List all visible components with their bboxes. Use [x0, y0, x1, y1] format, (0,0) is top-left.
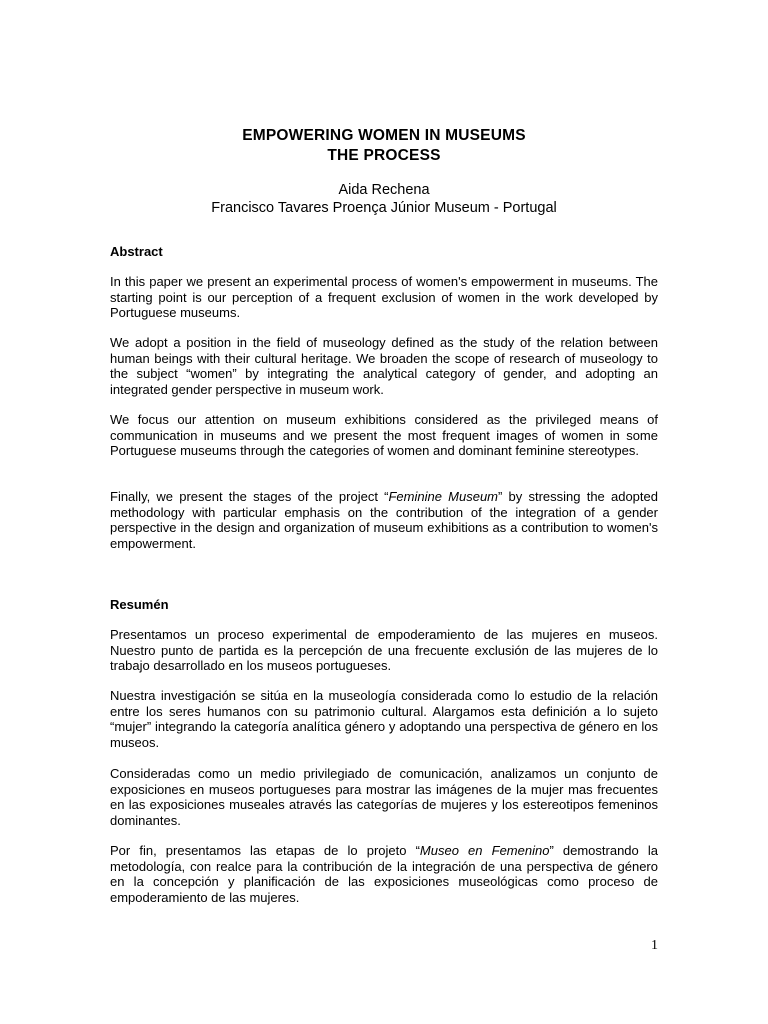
abstract-paragraph-3-section: [110, 412, 658, 459]
abstract-paragraph-1: In this paper we present an experimental process of women's empowerment in museums. The starting point is our perception of a frequent exclusion of women in the work developed by Portuguese museums.: [110, 274, 658, 320]
author-block: [110, 181, 658, 217]
project-name-feminine-museum: Feminine Museum: [388, 489, 499, 504]
resumen-paragraph-4: [110, 843, 658, 905]
author-affiliation: Francisco Tavares Proença Júnior Museum - Portugal: [211, 200, 557, 216]
page-number: 1: [651, 938, 658, 953]
abstract-paragraph-1-section: [110, 274, 658, 321]
resumen-paragraph-4-start: Por fin, presentamos las etapas de lo projeto “: [110, 843, 420, 858]
resumen-paragraph-1-section: [110, 627, 658, 674]
resumen-paragraph-2: Nuestra investigación se sitúa en la museología considerada como lo estudio de la relación entre los seres humanos con su patrimonio cultural. Alargamos esta definición a lo sujeto “mujer” integrando la categoría analítica género y adoptando una perspectiva de género en los museos.: [110, 688, 658, 750]
resumen-heading-section: [110, 597, 658, 613]
resumen-paragraph-3: Consideradas como un medio privilegiado de comunicación, analizamos un conjunto de exposiciones en museos portugueses para mostrar las imágenes de la mujer mas frecuentes en las exposiciones museales através las categorías de mujeres y los estereotipos femeninos dominantes.: [110, 766, 658, 828]
resumen-paragraph-3-section: [110, 766, 658, 828]
resumen-heading: Resumén: [110, 597, 169, 612]
title-block: [110, 126, 658, 166]
abstract-paragraph-3: We focus our attention on museum exhibitions considered as the privileged means of communication in museums and we present the most frequent images of women in some Portuguese museums through the categories of women and dominant feminine stereotypes.: [110, 412, 658, 458]
abstract-paragraph-4-end: ” by stressing the adopted methodology with particular emphasis on the contribution of the integration of a gender perspective in the design and organization of museum exhibitions as a contribution to women's empowerment.: [110, 489, 658, 551]
document-page: [110, 0, 658, 1024]
resumen-paragraph-1: Presentamos un proceso experimental de empoderamiento de las mujeres en museos. Nuestro punto de partida es la percepción de una frecuente exclusión de las mujeres de lo trabajo desarrollado en los museos portugueses.: [110, 627, 658, 673]
resumen-paragraph-2-section: [110, 688, 658, 750]
abstract-heading-section: [110, 244, 658, 260]
author-name: Aida Rechena: [338, 182, 430, 198]
abstract-paragraph-4-section: [110, 489, 658, 551]
project-name-museo-en-femenino: Museo en Femenino: [419, 843, 550, 858]
paper-title-line-1: EMPOWERING WOMEN IN MUSEUMS: [242, 127, 526, 144]
abstract-heading: Abstract: [110, 244, 163, 259]
abstract-paragraph-4: [110, 489, 658, 551]
resumen-paragraph-4-end: ” demostrando la metodología, con realce para la contribución de la integración de una perspectiva de género en la concepción y planificación de las exposiciones museológicas como proceso de empoderamiento de las mujeres.: [110, 843, 658, 905]
abstract-paragraph-4-start: Finally, we present the stages of the project “: [110, 489, 389, 504]
paper-title-line-2: THE PROCESS: [327, 147, 441, 164]
abstract-paragraph-2: We adopt a position in the field of museology defined as the study of the relation between human beings with their cultural heritage. We broaden the scope of research of museology to the subject “women” by integrating the analytical category of gender, and adopting an integrated gender perspective in museum work.: [110, 335, 658, 397]
abstract-paragraph-2-section: [110, 335, 658, 397]
resumen-paragraph-4-section: [110, 843, 658, 905]
